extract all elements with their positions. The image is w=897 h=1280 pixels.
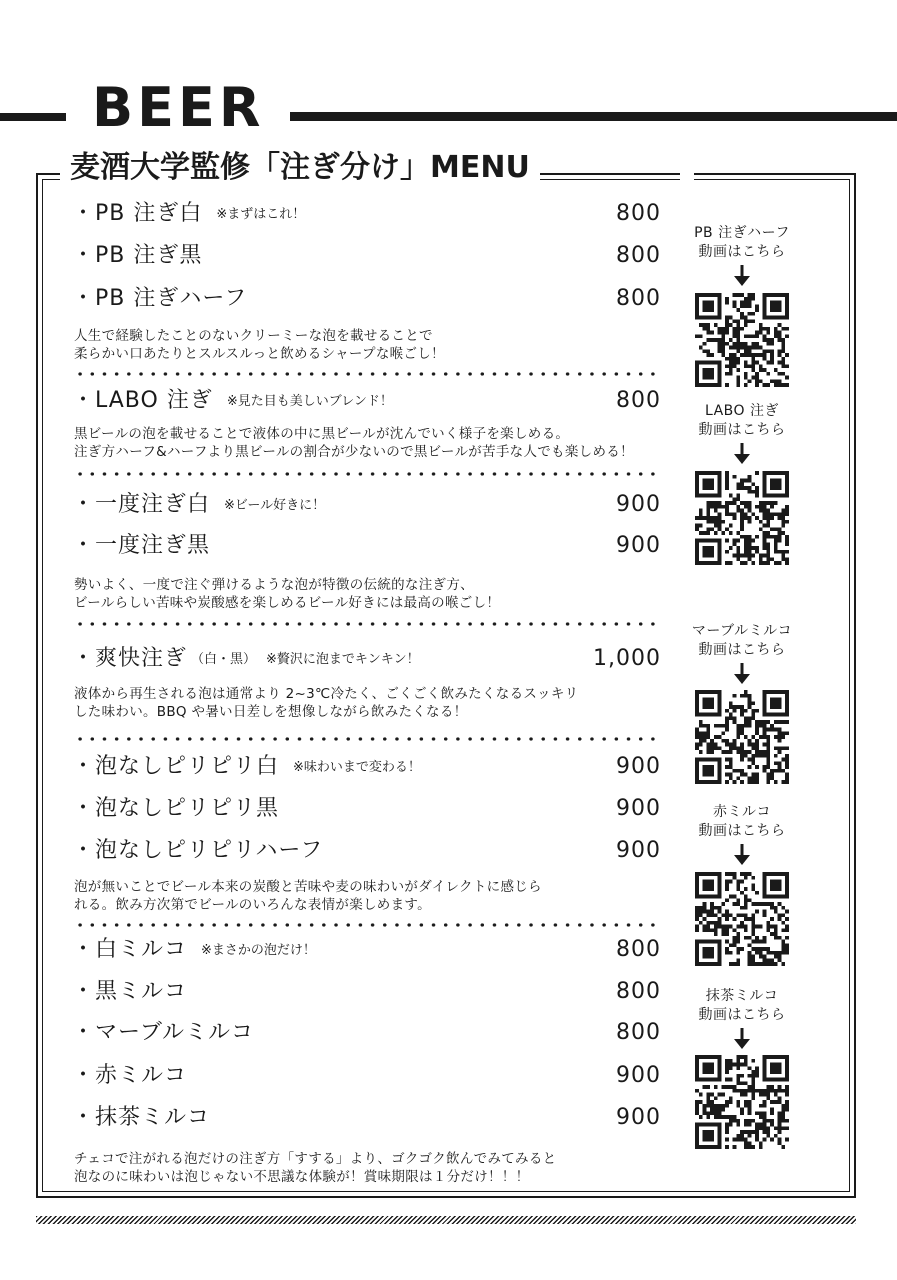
item-name: ・PB 注ぎハーフ	[72, 286, 248, 311]
arrow-down-icon	[732, 1027, 752, 1051]
menu-item	[72, 752, 667, 782]
arrow-down-icon	[732, 442, 752, 466]
item-name: ・一度注ぎ白 ※ビール好きに！	[72, 492, 326, 517]
menu-item	[72, 1103, 667, 1133]
dotted-divider	[74, 372, 660, 376]
qr-label: 抹茶ミルコ 動画はこちら	[698, 988, 786, 1023]
item-price: 800	[616, 286, 661, 311]
dotted-divider	[74, 923, 660, 927]
qr-label: 赤ミルコ 動画はこちら	[698, 804, 786, 839]
description-line: 液体から再生される泡は通常より 2~3℃冷たく、ごくごく飲みたくなるスッキリ	[74, 686, 579, 702]
qr-label: LABO 注ぎ 動画はこちら	[698, 403, 786, 438]
item-description	[74, 425, 674, 461]
footer-hatch-border	[36, 1216, 856, 1224]
menu-item	[72, 794, 667, 824]
qr-label: PB 注ぎハーフ 動画はこちら	[694, 225, 790, 260]
menu-item	[72, 386, 667, 416]
description-line: 人生で経験したことのないクリーミーな泡を載せることで	[74, 328, 433, 344]
item-price: 900	[616, 838, 661, 863]
header-rule-right	[290, 112, 897, 121]
description-line: ビールらしい苦味や炭酸感を楽しめるビール好きには最高の喉ごし！	[74, 595, 501, 611]
item-name: ・泡なしピリピリ白 ※味わいまで変わる！	[72, 754, 421, 779]
item-price: 900	[616, 1105, 661, 1130]
menu-item	[72, 241, 667, 271]
item-name: ・PB 注ぎ白 ※まずはこれ！	[72, 201, 306, 226]
item-name: ・抹茶ミルコ	[72, 1105, 211, 1130]
item-name: ・赤ミルコ	[72, 1063, 188, 1088]
frame-gap	[680, 165, 694, 185]
header-rule-left	[0, 113, 66, 121]
description-line: チェコで注がれる泡だけの注ぎ方「すする」より、ゴクゴク飲んでみてみると	[74, 1151, 557, 1167]
item-price: 900	[616, 533, 661, 558]
item-name: ・LABO 注ぎ ※見た目も美しいブレンド！	[72, 388, 393, 413]
menu-item	[72, 935, 667, 965]
item-price: 1,000	[593, 646, 661, 671]
item-description	[74, 576, 674, 612]
description-line: 泡なのに味わいは泡じゃない不思議な体験が！賞味期限は１分だけ！！！	[74, 1169, 530, 1185]
item-note: ※まずはこれ！	[216, 207, 306, 222]
item-price: 800	[616, 243, 661, 268]
arrow-down-icon	[732, 662, 752, 686]
item-name: ・PB 注ぎ黒	[72, 243, 203, 268]
item-price: 800	[616, 388, 661, 413]
item-price: 900	[616, 492, 661, 517]
arrow-down-icon	[732, 843, 752, 867]
item-name: ・黒ミルコ	[72, 979, 188, 1004]
menu-item	[72, 836, 667, 866]
menu-item	[72, 199, 667, 229]
item-description	[74, 1150, 674, 1186]
menu-item	[72, 1018, 667, 1048]
item-price: 800	[616, 1020, 661, 1045]
menu-item	[72, 977, 667, 1007]
description-line: 注ぎ方ハーフ&ハーフより黒ビールの割合が少ないので黒ビールが苦手な人でも楽しめる！	[74, 444, 634, 460]
item-description	[74, 327, 674, 363]
qr-label: マーブルミルコ 動画はこちら	[691, 623, 793, 658]
page-title: BEER	[92, 76, 265, 139]
item-price: 900	[616, 754, 661, 779]
menu-item	[72, 531, 667, 561]
dotted-divider	[74, 472, 660, 476]
item-note: ※まさかの泡だけ！	[201, 943, 316, 958]
item-name: ・爽快注ぎ （白・黒） ※贅沢に泡までキンキン！	[72, 646, 420, 671]
item-note: ※ビール好きに！	[224, 498, 326, 513]
item-name: ・一度注ぎ黒	[72, 533, 211, 558]
item-price: 900	[616, 1063, 661, 1088]
item-price: 800	[616, 979, 661, 1004]
item-description	[74, 878, 674, 914]
item-note: ※味わいまで変わる！	[293, 760, 421, 775]
item-name: ・泡なしピリピリハーフ	[72, 838, 324, 863]
menu-item	[72, 644, 667, 674]
qr-code[interactable]	[695, 872, 789, 966]
menu-subtitle: 麦酒大学監修「注ぎ分け」MENU	[60, 146, 540, 190]
item-description	[74, 685, 674, 721]
qr-code[interactable]	[695, 293, 789, 387]
item-price: 800	[616, 937, 661, 962]
description-line: 勢いよく、一度で注ぐ弾けるような泡が特徴の伝統的な注ぎ方、	[74, 577, 474, 593]
item-note: ※見た目も美しいブレンド！	[226, 394, 393, 409]
description-line: れる。飲み方次第でビールのいろんな表情が楽しめます。	[74, 897, 431, 913]
description-line: 柔らかい口あたりとスルスルっと飲めるシャープな喉ごし！	[74, 346, 445, 362]
item-name: ・泡なしピリピリ黒	[72, 796, 280, 821]
description-line: 黒ビールの泡を載せることで液体の中に黒ビールが沈んでいく様子を楽しめる。	[74, 426, 570, 442]
description-line: 泡が無いことでビール本来の炭酸と苦味や麦の味わいがダイレクトに感じら	[74, 879, 542, 895]
description-line: した味わい。BBQ や暑い日差しを想像しながら飲みたくなる！	[74, 704, 468, 720]
item-price: 900	[616, 796, 661, 821]
arrow-down-icon	[732, 264, 752, 288]
dotted-divider	[74, 737, 660, 741]
menu-item	[72, 284, 667, 314]
qr-code[interactable]	[695, 1055, 789, 1149]
item-name: ・マーブルミルコ	[72, 1020, 255, 1045]
menu-item	[72, 490, 667, 520]
dotted-divider	[74, 622, 660, 626]
item-name: ・白ミルコ ※まさかの泡だけ！	[72, 937, 316, 962]
qr-code[interactable]	[695, 690, 789, 784]
item-price: 800	[616, 201, 661, 226]
menu-item	[72, 1061, 667, 1091]
qr-code[interactable]	[695, 471, 789, 565]
item-note: ※贅沢に泡までキンキン！	[266, 652, 420, 667]
item-note: （白・黒）	[191, 652, 257, 667]
